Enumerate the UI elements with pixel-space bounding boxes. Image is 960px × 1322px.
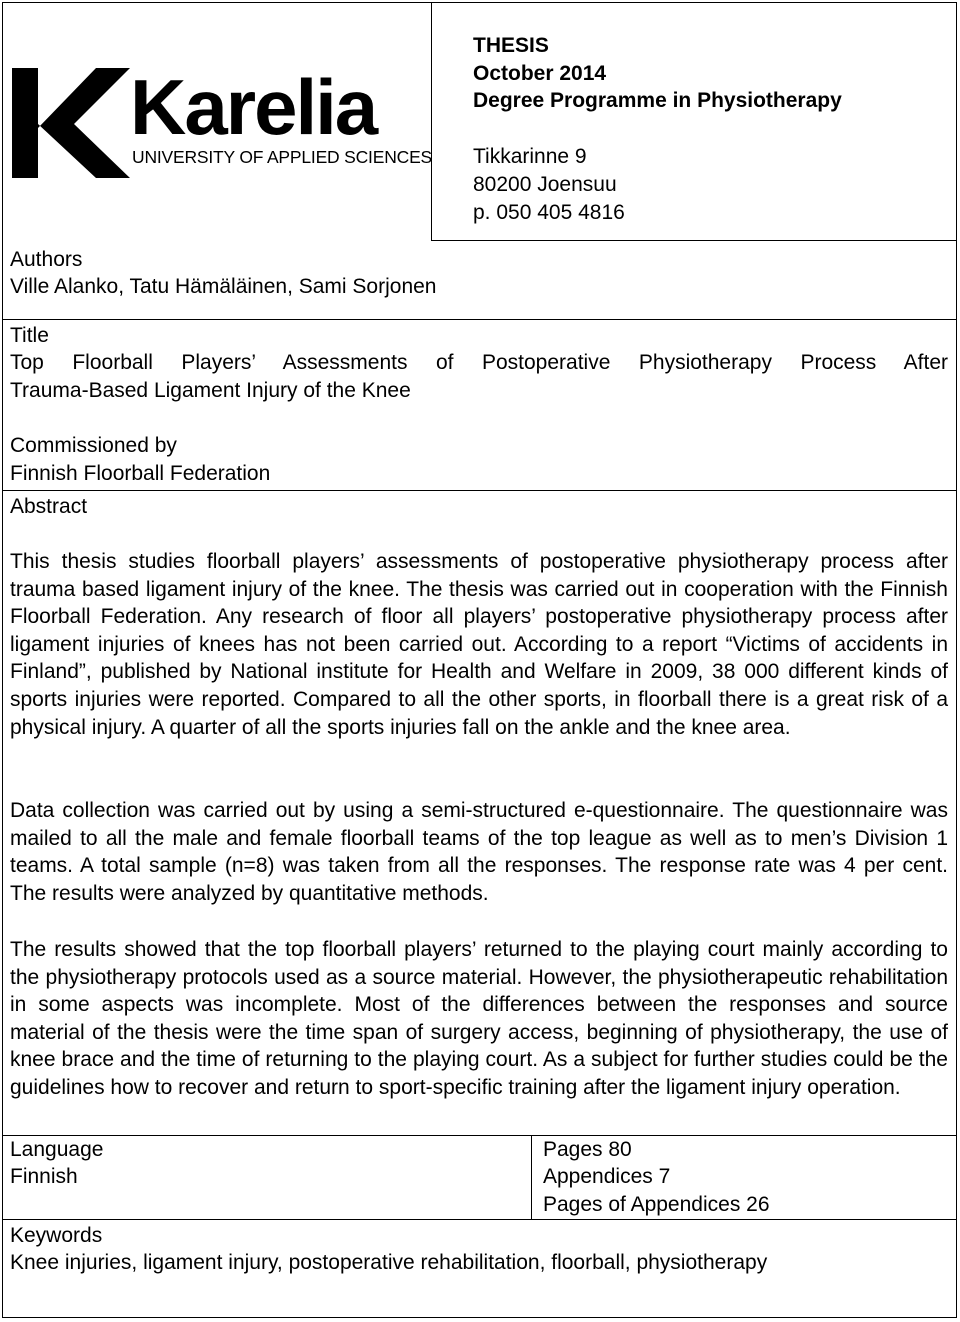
- abstract-paragraph-3: The results showed that the top floorball players’ returned to the playing court mainly according to the physiotherapy protocols used as a source material. However, the physiotherapeutic rehabilitation in some aspects was incomplete. Most of the differences between the responses and source material of the thesis were the time span of surgery access, beginning of physiotherapy, the use of knee brace and the time of returning to the playing court. As a subject for further studies could be the guidelines how to recover and return to sport-specific training after the ligament injury operation.: [10, 938, 948, 1099]
- authors-divider: [3, 319, 956, 320]
- address-city: 80200 Joensuu: [473, 173, 617, 196]
- language-value: Finnish: [10, 1165, 78, 1188]
- degree-programme: Degree Programme in Physiotherapy: [473, 89, 842, 112]
- appendix-pages-count: Pages of Appendices 26: [543, 1193, 770, 1216]
- abstract-paragraph-1: This thesis studies floorball players’ assessments of postoperative physiotherapy process after trauma based ligament injury of the knee. The thesis was carried out in cooperation with the Finnish Floorball Federation. Any research of floor all players’ postoperative physiotherapy process after ligament injuries of knees has not been carried out. According to a report “Victims of accidents in Finland”, published by National institute for Health and Welfare in 2009, 38 000 different kinds of sports injuries were reported. Compared to all the other sports, in floorball there is a great risk of a physical injury. A quarter of all the sports injuries fall on the ankle and the knee area.: [10, 550, 948, 739]
- commissioned-label: Commissioned by: [10, 434, 177, 457]
- meta-divider: [3, 1219, 956, 1220]
- commissioned-value: Finnish Floorball Federation: [10, 462, 271, 485]
- appendices-count: Appendices 7: [543, 1165, 671, 1188]
- abstract-paragraph-2: Data collection was carried out by using a semi-structured e-questionnaire. The questionnaire was mailed to all the male and female floorball teams of the top league as well as to men’s Division 1 teams. A total sample (n=8) was taken from all the responses. The response rate was 4 per cent. The results were analyzed by quantitative methods.: [10, 799, 948, 905]
- karelia-logo: [12, 60, 432, 185]
- address-street: Tikkarinne 9: [473, 145, 587, 168]
- title-line-2: Trauma-Based Ligament Injury of the Knee: [10, 379, 411, 402]
- abstract-label: Abstract: [10, 495, 88, 518]
- header-divider-horizontal: [431, 240, 956, 241]
- thesis-date: October 2014: [473, 62, 607, 85]
- keywords-value: Knee injuries, ligament injury, postoperative rehabilitation, floorball, physiotherapy: [10, 1251, 768, 1274]
- logo-k-shape: [12, 68, 130, 178]
- phone-number: p. 050 405 4816: [473, 201, 625, 224]
- logo-wordmark: Karelia: [130, 63, 377, 151]
- doc-type: THESIS: [473, 34, 549, 57]
- logo-subtitle: UNIVERSITY OF APPLIED SCIENCES: [132, 147, 432, 167]
- language-label: Language: [10, 1138, 104, 1161]
- karelia-logo-mark: [12, 60, 432, 180]
- authors-value: Ville Alanko, Tatu Hämäläinen, Sami Sorjonen: [10, 275, 437, 298]
- commissioned-divider: [3, 490, 956, 491]
- abstract-divider: [3, 1135, 956, 1136]
- title-label: Title: [10, 324, 49, 347]
- title-line-1: Top Floorball Players’ Assessments of Postoperative Physiotherapy Process After: [10, 351, 948, 374]
- pages-count: Pages 80: [543, 1138, 632, 1161]
- keywords-label: Keywords: [10, 1224, 103, 1247]
- authors-label: Authors: [10, 248, 83, 271]
- meta-divider-vertical: [531, 1135, 532, 1219]
